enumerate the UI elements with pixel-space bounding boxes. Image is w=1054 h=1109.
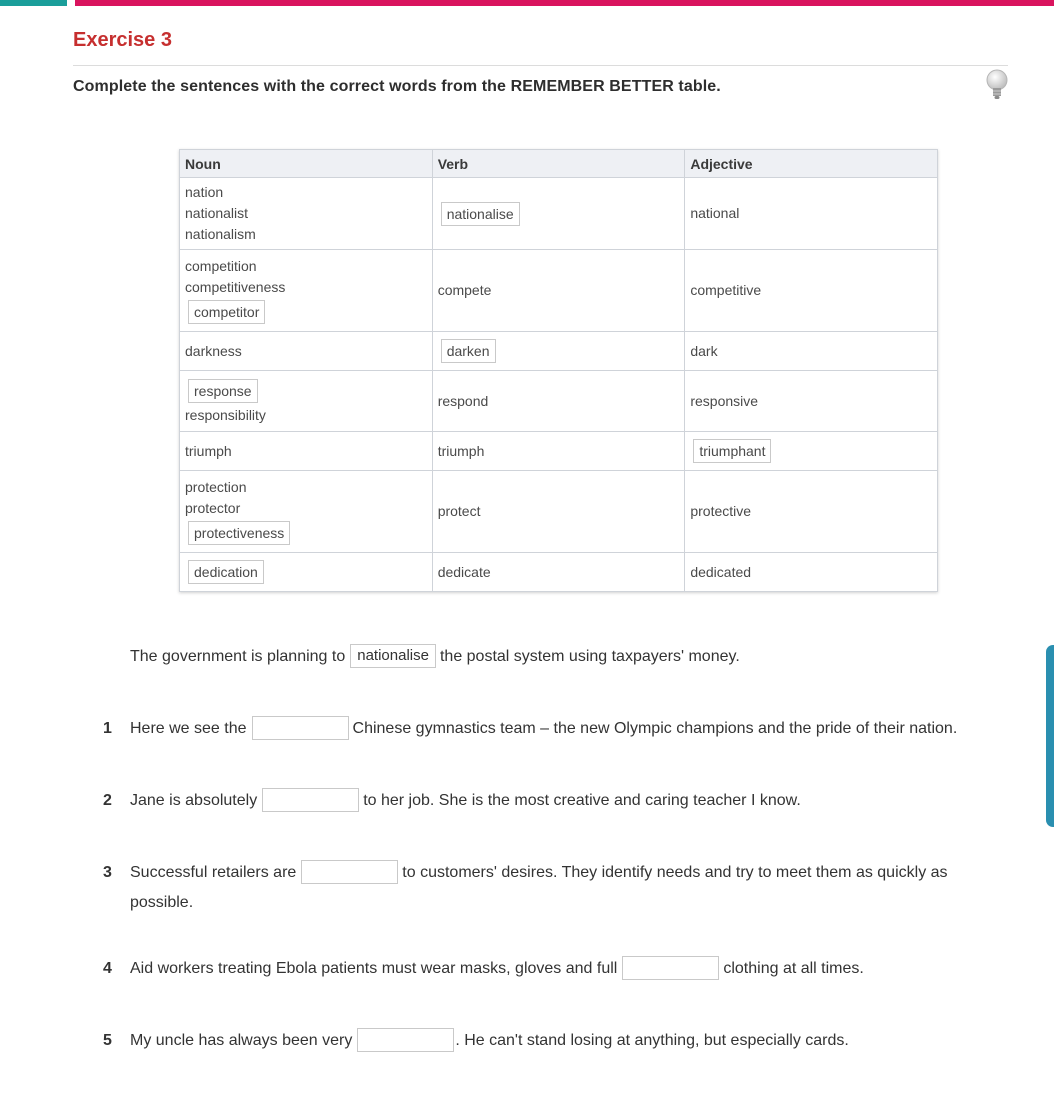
table-row <box>180 432 938 471</box>
verb-word-box: nationalise <box>441 202 520 226</box>
exercise-title: Exercise 3 <box>73 29 172 51</box>
adjective-word-box: triumphant <box>693 439 771 463</box>
noun-word: darkness <box>185 342 242 359</box>
noun-cell <box>180 178 433 250</box>
verb-cell <box>432 178 685 250</box>
noun-cell <box>180 250 433 332</box>
exercise-instruction: Complete the sentences with the correct words from the REMEMBER BETTER table. <box>73 78 721 95</box>
sentence-text-after: the postal system using taxpayers' money. <box>439 648 740 665</box>
verb-word: triumph <box>437 442 485 459</box>
noun-word: nationalist <box>185 205 249 221</box>
noun-cell <box>180 332 433 371</box>
table-row <box>180 553 938 592</box>
sentence-number: 1 <box>103 720 112 737</box>
verb-cell <box>432 332 685 371</box>
adjective-cell <box>685 178 938 250</box>
adjective-cell <box>685 250 938 332</box>
sentence-number: 4 <box>103 960 112 977</box>
noun-cell <box>180 432 433 471</box>
adjective-cell <box>685 332 938 371</box>
noun-word-box: protectiveness <box>188 521 290 545</box>
adjective-word: competitive <box>690 282 762 298</box>
sentence-text-before: Successful retailers are <box>130 864 297 881</box>
sentence-item <box>130 858 948 918</box>
table-row <box>180 332 938 371</box>
header-verb: Verb <box>432 150 685 178</box>
noun-word: competition <box>185 257 257 274</box>
verb-word-box: darken <box>441 339 496 363</box>
table-row <box>180 471 938 553</box>
verb-cell <box>432 250 685 332</box>
adjective-cell <box>685 432 938 471</box>
answer-input[interactable] <box>357 1028 454 1052</box>
answer-input[interactable] <box>252 716 349 740</box>
noun-word: protector <box>185 499 241 516</box>
verb-word: dedicate <box>437 563 491 580</box>
sentence-number: 5 <box>103 1032 112 1049</box>
noun-cell <box>180 371 433 432</box>
sentence-text-after: to customers' desires. They identify needs and try to meet them as quickly as <box>402 864 948 881</box>
sentence-number: 3 <box>103 864 112 881</box>
adjective-cell <box>685 471 938 553</box>
sentence-text-before: Here we see the <box>130 720 247 737</box>
sentence-text-before: My uncle has always been very <box>130 1032 353 1049</box>
side-panel-tab[interactable] <box>1046 645 1054 827</box>
answer-input[interactable] <box>262 788 359 812</box>
table-header-row <box>180 150 938 178</box>
verb-word: respond <box>437 392 489 409</box>
noun-word: nationalism <box>185 226 256 242</box>
noun-word-box: competitor <box>188 300 265 324</box>
word-formation-table <box>179 149 938 592</box>
top-accent-bar-pink <box>75 0 1054 6</box>
noun-word-box: response <box>188 379 258 403</box>
answer-input[interactable] <box>301 860 398 884</box>
adjective-word: dedicated <box>690 563 752 580</box>
sentence-text-before: Jane is absolutely <box>130 792 258 809</box>
noun-word: competitiveness <box>185 278 286 295</box>
sentence-item <box>130 786 801 816</box>
sentence-text-after: to her job. She is the most creative and caring teacher I know. <box>363 792 801 809</box>
sentence-number: 2 <box>103 792 112 809</box>
sentence-item <box>130 954 864 984</box>
sentence-text-after: . He can't stand losing at anything, but especially cards. <box>455 1032 849 1049</box>
verb-word: compete <box>437 282 492 298</box>
adjective-word: dark <box>690 342 718 359</box>
noun-word-box: dedication <box>188 560 264 584</box>
verb-cell <box>432 432 685 471</box>
answer-input[interactable] <box>622 956 719 980</box>
sentence-text-before: Aid workers treating Ebola patients must wear masks, gloves and full <box>130 960 618 977</box>
adjective-cell <box>685 553 938 592</box>
adjective-word: national <box>690 205 740 221</box>
header-adjective: Adjective <box>685 150 938 178</box>
noun-cell <box>180 471 433 553</box>
noun-word: triumph <box>185 442 232 459</box>
top-accent-bar-teal <box>0 0 67 6</box>
noun-cell <box>180 553 433 592</box>
adjective-word: responsive <box>690 392 759 409</box>
title-divider <box>73 65 1008 66</box>
sentence-text-after: Chinese gymnastics team – the new Olympic champions and the pride of their nation. <box>352 720 958 737</box>
adjective-word: protective <box>690 503 752 519</box>
sentence-text-after: clothing at all times. <box>723 960 864 977</box>
verb-cell <box>432 553 685 592</box>
noun-word: nation <box>185 184 224 200</box>
verb-word: protect <box>437 503 481 519</box>
noun-word: responsibility <box>185 406 266 423</box>
table-row <box>180 250 938 332</box>
noun-word: protection <box>185 478 247 495</box>
table-row <box>180 178 938 250</box>
sentence-item <box>130 714 957 744</box>
sentence-text-before: The government is planning to <box>130 648 346 665</box>
example-answer-box: nationalise <box>350 644 436 668</box>
lightbulb-hint-icon[interactable] <box>984 68 1010 102</box>
example-sentence <box>130 642 740 672</box>
adjective-cell <box>685 371 938 432</box>
verb-cell <box>432 371 685 432</box>
sentence-item <box>130 1026 849 1056</box>
sentence-text-continued: possible. <box>130 894 194 911</box>
table-row <box>180 371 938 432</box>
header-noun: Noun <box>180 150 433 178</box>
verb-cell <box>432 471 685 553</box>
